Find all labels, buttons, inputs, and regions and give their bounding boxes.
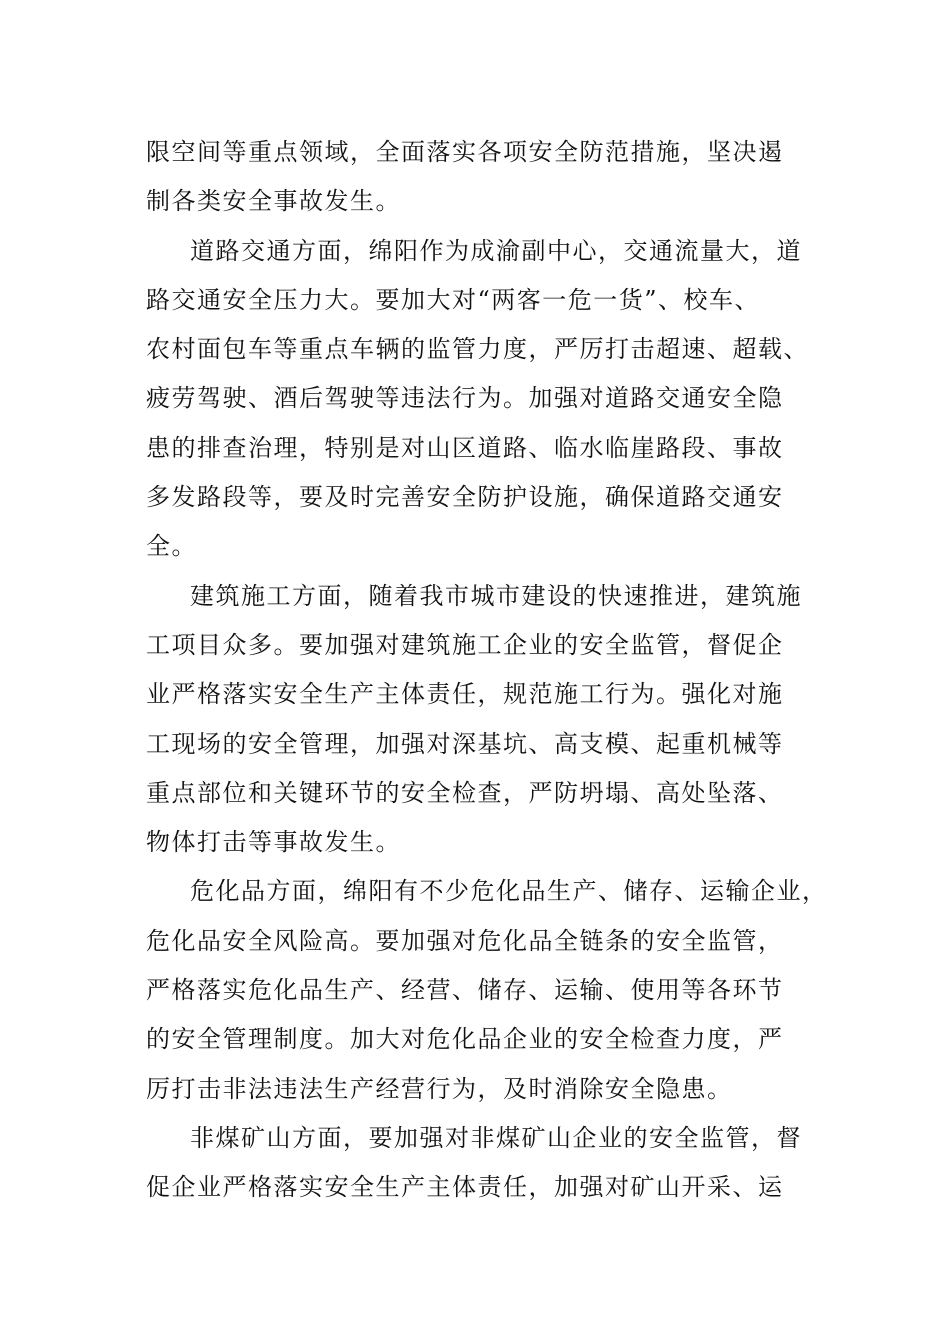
text-line: 重点部位和关键环节的安全检查，严防坍塌、高处坠落、 bbox=[146, 778, 784, 807]
text-line: 物体打击等事故发生。 bbox=[146, 828, 401, 857]
text-line: 严格落实危化品生产、经营、储存、运输、使用等各环节 bbox=[146, 976, 784, 1005]
text-line: 农村面包车等重点车辆的监管力度，严厉打击超速、超载、 bbox=[146, 335, 809, 364]
text-line: 业严格落实安全生产主体责任，规范施工行为。强化对施 bbox=[146, 680, 784, 709]
text-line: 限空间等重点领域，全面落实各项安全防范措施，坚决遏 bbox=[146, 138, 784, 166]
text-line: 多发路段等，要及时完善安全防护设施，确保道路交通安 bbox=[146, 483, 784, 512]
text-line: 疲劳驾驶、酒后驾驶等违法行为。加强对道路交通安全隐 bbox=[146, 384, 784, 413]
body-text bbox=[146, 128, 828, 1213]
text-line: 全。 bbox=[146, 532, 197, 561]
paragraph-start-line: 非煤矿山方面，要加强对非煤矿山企业的安全监管，督 bbox=[190, 1123, 802, 1152]
text-line: 的安全管理制度。加大对危化品企业的安全检查力度，严 bbox=[146, 1025, 784, 1054]
text-line: 危化品安全风险高。要加强对危化品全链条的安全监管， bbox=[146, 926, 784, 955]
paragraph-start-line: 道路交通方面，绵阳作为成渝副中心，交通流量大，道 bbox=[190, 236, 802, 265]
text-line: 患的排查治理，特别是对山区道路、临水临崖路段、事故 bbox=[146, 433, 784, 462]
text-line: 工现场的安全管理，加强对深基坑、高支模、起重机械等 bbox=[146, 729, 784, 758]
text-line: 促企业严格落实安全生产主体责任，加强对矿山开采、运 bbox=[146, 1173, 784, 1202]
paragraph-start-line: 建筑施工方面，随着我市城市建设的快速推进，建筑施 bbox=[190, 581, 802, 610]
text-line: 工项目众多。要加强对建筑施工企业的安全监管，督促企 bbox=[146, 630, 784, 659]
text-line: 路交通安全压力大。要加大对“两客一危一货”、校车、 bbox=[146, 285, 761, 314]
paragraph-start-line: 危化品方面，绵阳有不少危化品生产、储存、运输企业， bbox=[190, 877, 828, 906]
text-line: 厉打击非法违法生产经营行为，及时消除安全隐患。 bbox=[146, 1074, 733, 1103]
text-line: 制各类安全事故发生。 bbox=[146, 187, 401, 216]
